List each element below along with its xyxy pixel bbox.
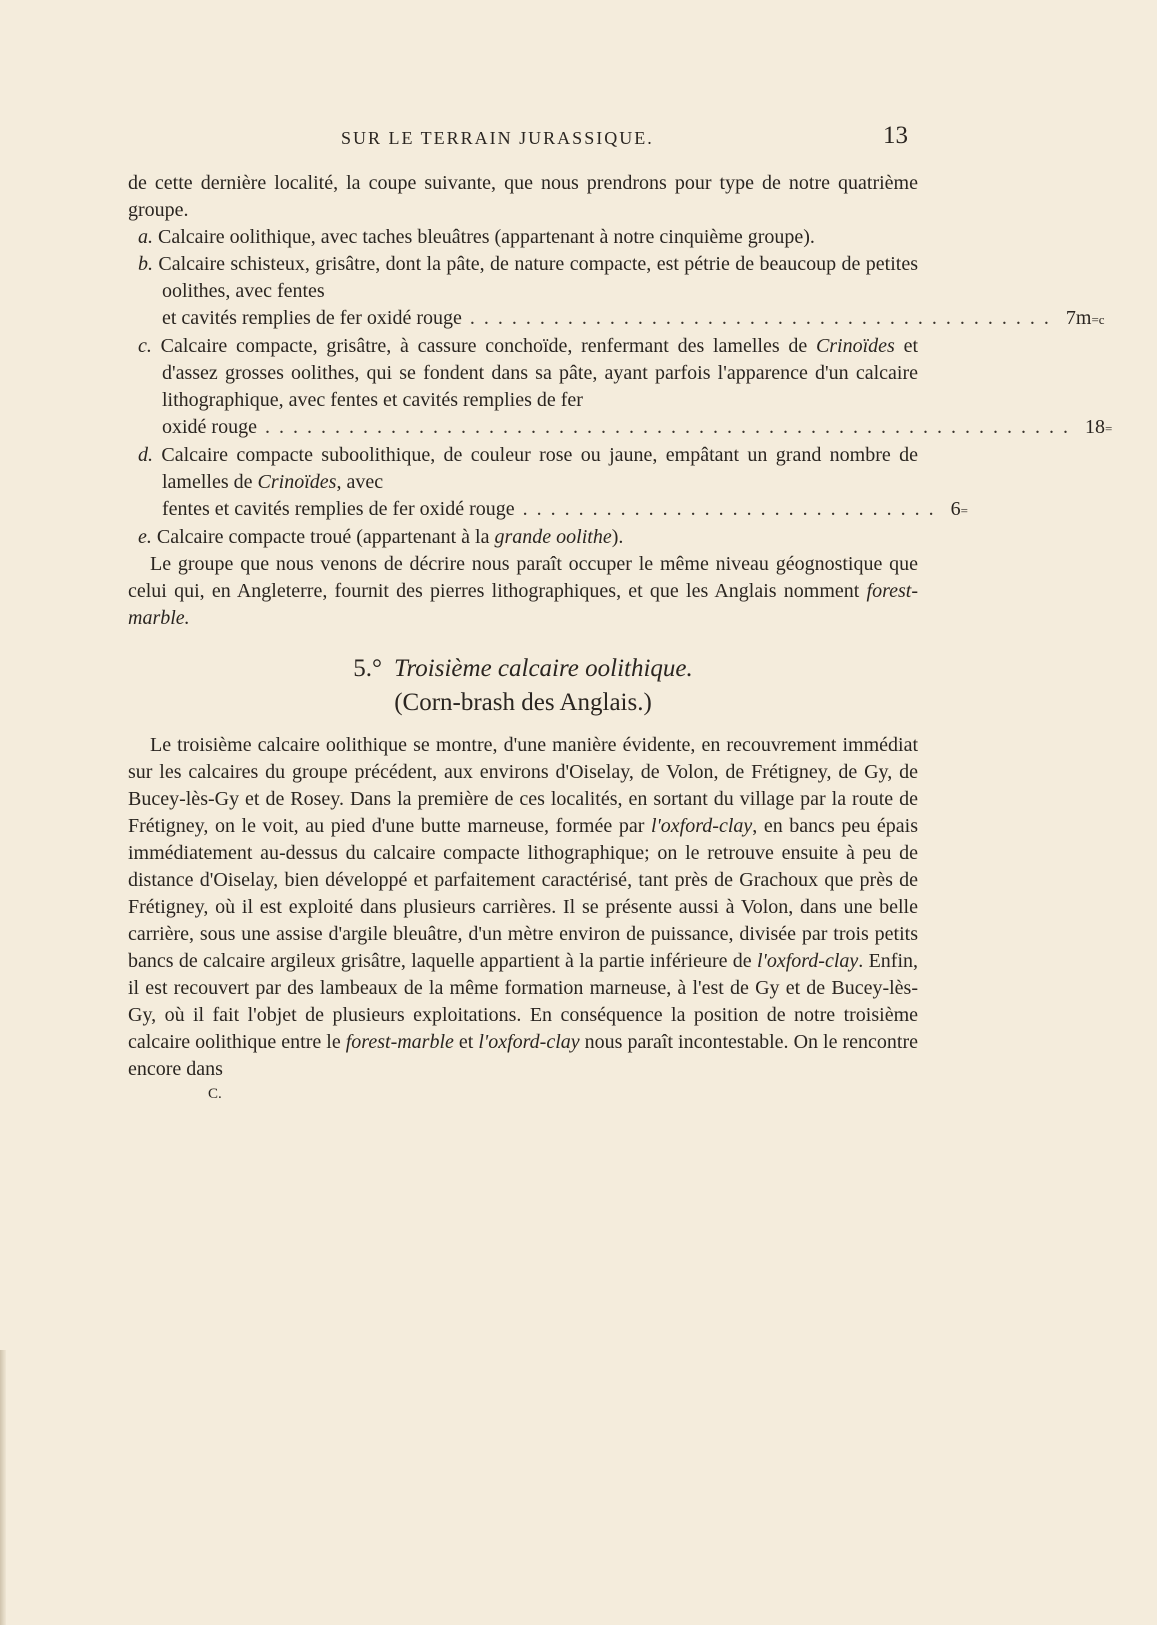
intro-paragraph: de cette dernière localité, la coupe suivante, que nous prendrons pour type de notre quatrième groupe.	[128, 172, 918, 221]
stratum-label: e.	[138, 526, 152, 548]
formation-name: l'oxford-clay	[756, 950, 859, 972]
section-number: 5.°	[353, 655, 382, 682]
leader-dots: ..........................................................	[264, 416, 1077, 438]
stratum-text: Calcaire oolithique, avec taches bleuâtres (appartenant à notre cinquième groupe).	[158, 226, 815, 248]
stratum-label: a.	[138, 226, 153, 248]
fossil-name: Crinoïdes	[815, 335, 895, 357]
page-number: 13	[883, 122, 908, 149]
paragraph-corn-brash	[128, 732, 918, 1083]
section-title-text: Troisième calcaire oolithique.	[393, 655, 693, 682]
stratum-text: Calcaire schisteux, grisâtre, dont la pâte, de nature compacte, est pétrie de beaucoup de petites oolithes, avec fentes	[158, 253, 918, 302]
stratum-label: d.	[138, 444, 153, 466]
thickness-unit: =c	[1091, 312, 1105, 327]
thickness: 18	[1084, 416, 1105, 438]
paragraph-text: . Enfin, il est recouvert par des lambeaux de la même formation marneuse, à l'est de Gy et de Bucey-lès-Gy, où il fait l'objet de plusieurs exploitations. En conséquence la position de notre troisième calcaire oolithique entre le	[128, 950, 918, 1053]
stratum-text: Calcaire compacte suboolithique, de couleur rose ou jaune, empâtant un grand nombre de lamelles de	[161, 444, 919, 493]
formation-name: l'oxford-clay	[650, 815, 753, 837]
page-edge	[0, 1350, 6, 1625]
stratum-text: et d'assez grosses oolithes, qui se fondent dans sa pâte, ayant parfois l'apparence d'un calcaire lithographique, avec fentes et cavités remplies de fer	[162, 335, 919, 411]
stratum-text: Calcaire compacte, grisâtre, à cassure conchoïde, renfermant des lamelles de	[160, 335, 816, 357]
thickness-unit: =	[1104, 421, 1113, 436]
stratum-label: b.	[138, 253, 153, 275]
formation-name: forest-marble.	[128, 580, 918, 629]
paragraph-forest-marble	[128, 551, 918, 632]
paragraph-text: et	[453, 1031, 479, 1053]
stratum-a	[128, 224, 918, 251]
thickness-unit: =	[960, 503, 968, 518]
formation-name: l'oxford-clay	[478, 1031, 580, 1053]
leader-dots: ..............................	[522, 498, 943, 520]
formation-name: forest-marble	[345, 1031, 454, 1053]
stratum-text-last: et cavités remplies de fer oxidé rouge	[162, 307, 462, 329]
thickness: 6	[950, 498, 961, 520]
signature-mark: C.	[208, 1086, 222, 1102]
stratum-e	[128, 524, 918, 551]
stratum-text-last: oxidé rouge	[162, 416, 257, 438]
paragraph-text: nous paraît incontestable. On le rencontre encore dans	[128, 1031, 918, 1080]
thickness: 7m	[1065, 307, 1092, 329]
section-subtitle: (Corn-brash des Anglais.)	[394, 689, 652, 716]
section-title	[128, 652, 918, 686]
fossil-name: Crinoïdes	[257, 471, 337, 493]
stratum-text: Calcaire compacte troué (appartenant à la	[156, 526, 495, 548]
formation-name: grande oolithe	[494, 526, 612, 548]
page-body	[128, 170, 1113, 1105]
stratum-text: ).	[611, 526, 624, 548]
leader-dots: ..........................................	[469, 307, 1058, 329]
stratum-label: c.	[138, 335, 152, 357]
running-title: SUR LE TERRAIN JURASSIQUE.	[341, 128, 654, 148]
stratum-b	[128, 251, 1105, 333]
stratum-c	[128, 333, 1113, 442]
paragraph-text: Le troisième calcaire oolithique se montre, d'une manière évidente, en recouvrement immédiat sur les calcaires du groupe précédent, aux environs d'Oiselay, de Volon, de Frétigney, de Gy, de Bucey-lès-Gy et de Rosey. Dans la première de ces localités, en sortant du village par la route de Frétigney, on le voit, au pied d'une butte marneuse, formée par	[128, 734, 918, 837]
stratum-text: , avec	[336, 471, 384, 493]
page-header	[128, 122, 918, 152]
stratum-d	[128, 442, 968, 524]
stratum-text-last: fentes et cavités remplies de fer oxidé rouge	[162, 498, 515, 520]
paragraph-text: Le groupe que nous venons de décrire nous paraît occuper le même niveau géognostique que celui qui, en Angleterre, fournit des pierres lithographiques, et que les Anglais nomment	[128, 553, 918, 602]
paragraph-text: , en bancs peu épais immédiatement au-dessus du calcaire compacte lithographique; on le retrouve ensuite à peu de distance d'Oiselay, bien développé et parfaitement caractérisé, tant près de Grachoux que près de Frétigney, où il est exploité dans plusieurs carrières. Il se présente aussi à Volon, dans une belle carrière, sous une assise d'argile bleuâtre, d'un mètre environ de puissance, divisée par trois petits bancs de calcaire argileux grisâtre, laquelle appartient à la partie inférieure de	[128, 815, 918, 972]
